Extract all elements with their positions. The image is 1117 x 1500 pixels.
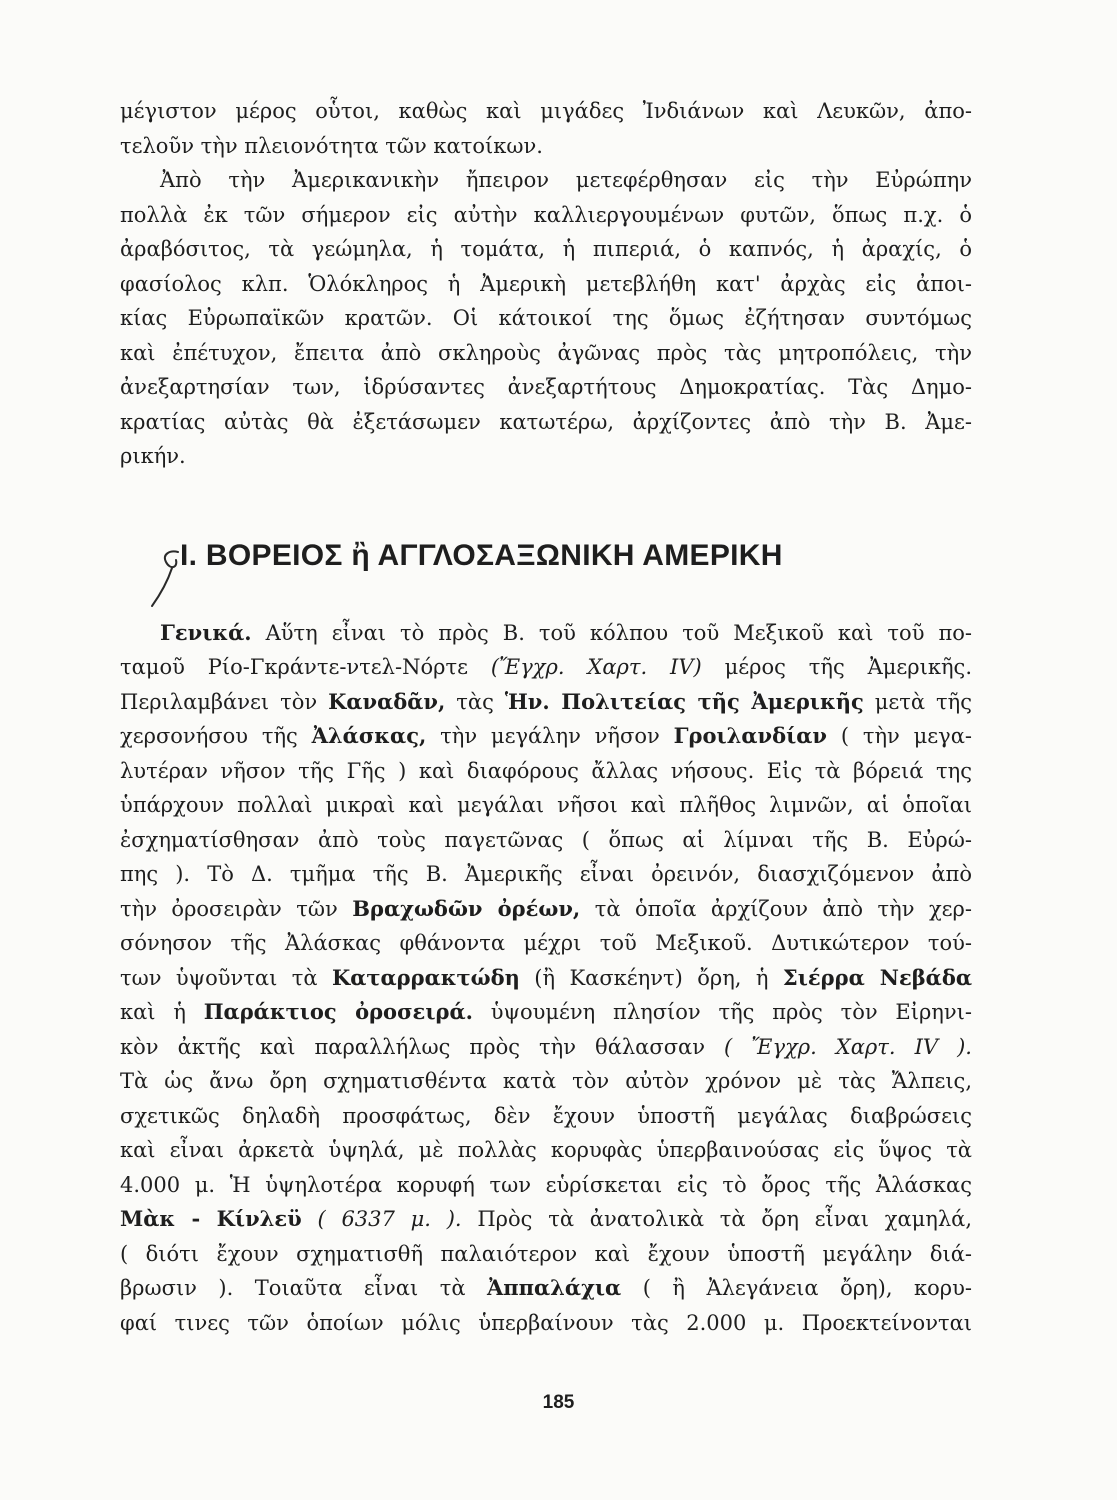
text-line: λυτέραν νῆσον τῆς Γῆς ) καὶ διαφόρους ἄλλας νήσους. Εἰς τὰ βόρειά της xyxy=(120,758,972,783)
text-run: τὰ ὁποῖα ἀρχίζουν ἀπὸ τὴν χερ- xyxy=(580,896,973,921)
text-run: καὶ ἡ xyxy=(120,1000,204,1024)
text-run: των ὑψοῦνται τὰ xyxy=(120,965,332,990)
text-run: ( ἢ Ἀλεγάνεια ὄρη), κορυ- xyxy=(621,1276,972,1300)
bold-term: Μὰκ - Κίνλεϋ xyxy=(120,1206,302,1231)
text-run: Αὕτη εἶναι τὸ πρὸς Β. τοῦ κόλπου τοῦ Μεξικοῦ καὶ τοῦ πο- xyxy=(251,620,972,645)
text-line xyxy=(120,1030,972,1065)
text-run: βρωσιν ). Τοιαῦτα εἶναι τὰ xyxy=(120,1276,487,1300)
bold-term: Σιέρρα Νεβάδα xyxy=(782,964,972,990)
text-line xyxy=(120,719,972,754)
text-line: Ἀπὸ τὴν Ἀμερικανικὴν ἤπειρον μετεφέρθησαν εἰς τὴν Εὐρώπην xyxy=(160,168,972,192)
text-line: σόνησον τῆς Ἀλάσκας φθάνοντα μέχρι τοῦ Μεξικοῦ. Δυτικώτερον τού- xyxy=(120,931,972,955)
text-line: ρικήν. xyxy=(120,444,186,468)
text-line xyxy=(120,1271,972,1306)
text-run: ( τὴν μεγα- xyxy=(827,724,972,748)
text-line: καὶ εἶναι ἀρκετὰ ὑψηλά, μὲ πολλὰς κορυφὰς ὑπερβαινούσας εἰς ὕψος τὰ xyxy=(120,1138,972,1162)
section-heading xyxy=(180,532,972,580)
map-reference: (Ἔγχρ. Χαρτ. IV) xyxy=(490,655,702,679)
bold-term: Παράκτιος ὀροσειρά. xyxy=(203,999,473,1024)
section-number: Ι. xyxy=(180,538,198,572)
text-line: Τὰ ὡς ἄνω ὄρη σχηματισθέντα κατὰ τὸν αὐτὸν χρόνον μὲ τὰς Ἄλπεις, xyxy=(120,1069,972,1093)
text-line: πης ). Τὸ Δ. τμῆμα τῆς Β. Ἀμερικῆς εἶναι ὀρεινόν, διασχιζόμενον ἀπὸ xyxy=(120,862,972,886)
text-line: 4.000 μ. Ἡ ὑψηλοτέρα κορυφή των εὑρίσκεται εἰς τὸ ὄρος τῆς Ἀλάσκας xyxy=(120,1172,972,1197)
text-line: τελοῦν τὴν πλειονότητα τῶν κατοίκων. xyxy=(120,133,543,158)
text-line: ( διότι ἔχουν σχηματισθῆ παλαιότερον καὶ ἔχουν ὑποστῆ μεγάλην διά- xyxy=(120,1241,972,1266)
text-line: ἀραβόσιτος, τὰ γεώμηλα, ἡ τομάτα, ἡ πιπεριά, ὁ καπνός, ἡ ἀραχίς, ὁ xyxy=(120,237,972,261)
page-number: 185 xyxy=(542,1392,575,1413)
text-line: κίας Εὐρωπαϊκῶν κρατῶν. Οἱ κάτοικοί της ὅμως ἐζήτησαν συντόμως xyxy=(120,306,972,330)
page-text xyxy=(120,94,972,1340)
bold-term: Ἀλάσκας, xyxy=(311,723,427,748)
map-reference: ( Ἔγχρ. Χαρτ. IV ). xyxy=(724,1034,972,1059)
bold-term: Γενικά. xyxy=(160,619,252,645)
text-run: τὴν ὀροσειρὰν τῶν xyxy=(120,896,353,921)
bold-term: Καναδᾶν, xyxy=(328,688,446,714)
section-title: ΒΟΡΕΙΟΣ ἢ ΑΓΓΛΟΣΑΞΩΝΙΚΗ ΑΜΕΡΙΚΗ xyxy=(205,538,783,572)
text-line: πολλὰ ἐκ τῶν σήμερον εἰς αὐτὴν καλλιεργουμένων φυτῶν, ὅπως π.χ. ὁ xyxy=(120,202,972,227)
text-run: ὑψουμένη πλησίον τῆς πρὸς τὸν Εἰρηνι- xyxy=(472,1000,972,1024)
text-run: τὴν μεγάλην νῆσον xyxy=(426,724,674,748)
text-run: Πρὸς τὰ ἀνατολικὰ τὰ ὄρη εἶναι χαμηλά, xyxy=(461,1207,973,1231)
text-line xyxy=(120,961,972,996)
text-line: φαί τινες τῶν ὁποίων μόλις ὑπερβαίνουν τὰς 2.000 μ. Προεκτείνονται xyxy=(120,1310,972,1335)
text-run: μετὰ τῆς xyxy=(863,689,972,714)
text-line xyxy=(120,892,972,927)
text-line: ἐσχηματίσθησαν ἀπὸ τοὺς παγετῶνας ( ὅπως αἱ λίμναι τῆς Β. Εὐρώ- xyxy=(120,827,972,852)
bold-term: Ἡν. Πολιτείας τῆς Ἀμερικῆς xyxy=(504,688,864,714)
bold-term: Γροιλανδίαν xyxy=(673,723,827,748)
bold-term: Βραχωδῶν ὀρέων, xyxy=(352,895,581,921)
text-line xyxy=(120,650,972,685)
text-line: καὶ ἐπέτυχον, ἔπειτα ἀπὸ σκληροὺς ἀγῶνας πρὸς τὰς μητροπόλεις, τὴν xyxy=(120,340,972,365)
text-line xyxy=(120,1202,972,1237)
text-line: φασίολος κλπ. Ὁλόκληρος ἡ Ἀμερικὴ μετεβλήθη κατ' ἀρχὰς εἰς ἀποι- xyxy=(120,271,972,296)
bold-term: Καταρρακτώδη xyxy=(331,964,520,990)
text-run: ταμοῦ Ρίο-Γκράντε-ντελ-Νόρτε xyxy=(120,655,491,679)
text-run: χερσονήσου τῆς xyxy=(120,724,312,748)
text-line: ὑπάρχουν πολλαὶ μικραὶ καὶ μεγάλαι νῆσοι καὶ πλῆθος λιμνῶν, αἱ ὁποῖαι xyxy=(120,793,972,817)
text-line: σχετικῶς δηλαδὴ προσφάτως, δὲν ἔχουν ὑποστῆ μεγάλας διαβρώσεις xyxy=(120,1103,972,1128)
text-run: κὸν ἀκτῆς καὶ παραλλήλως πρὸς τὴν θάλασσαν xyxy=(120,1034,725,1059)
text-run: μέρος τῆς Ἀμερικῆς. xyxy=(701,655,972,679)
text-run: (ἢ Κασκέηντ) ὄρη, ἡ xyxy=(519,965,783,990)
text-line xyxy=(120,995,972,1030)
text-run: Περιλαμβάνει τὸν xyxy=(120,689,329,714)
text-run: τὰς xyxy=(445,689,505,714)
elevation-note: ( 6337 μ. ). xyxy=(301,1207,462,1231)
text-line xyxy=(120,685,972,720)
text-line xyxy=(120,616,972,651)
text-line: ἀνεξαρτησίαν των, ἱδρύσαντες ἀνεξαρτήτους Δημοκρατίας. Τὰς Δημο- xyxy=(120,375,972,399)
text-line: κρατίας αὐτὰς θὰ ἐξετάσωμεν κατωτέρω, ἀρχίζοντες ἀπὸ τὴν Β. Ἀμε- xyxy=(120,409,972,434)
text-line: μέγιστον μέρος οὗτοι, καθὼς καὶ μιγάδες Ἰνδιάνων καὶ Λευκῶν, ἀπο- xyxy=(120,99,972,123)
bold-term: Ἀππαλάχια xyxy=(486,1275,622,1300)
